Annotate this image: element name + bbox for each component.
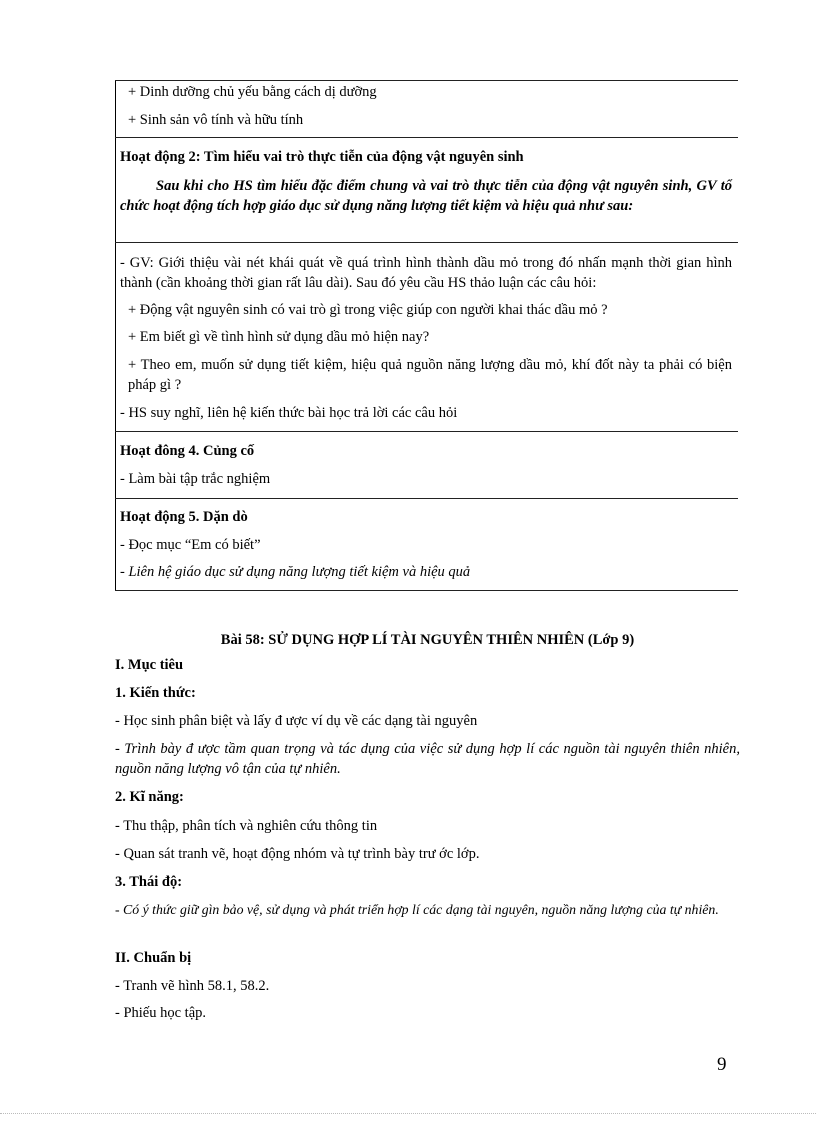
subsection-heading: 1. Kiến thức: — [115, 685, 196, 701]
page-edge-divider — [0, 1113, 816, 1114]
table-border — [115, 498, 738, 499]
question: + Em biết gì về tình hình sử dụng dầu mỏ hiện nay? — [128, 329, 430, 345]
list-item: - Phiếu học tập. — [115, 1005, 207, 1021]
list-item: - Tranh vẽ hình 58.1, 58.2. — [115, 978, 270, 994]
list-item: + Sinh sản vô tính và hữu tính — [128, 112, 304, 128]
table-border — [115, 431, 738, 432]
activity-intro: Sau khi cho HS tìm hiểu đặc điểm chung và vai trò thực tiễn của động vật nguyên sinh, GV tổ chức hoạt động tích hợp giáo dục sử dụng năng lượng tiết kiệm và hiệu quả như sau: — [120, 178, 732, 214]
question: + Theo em, muốn sử dụng tiết kiệm, hiệu quả nguồn năng lượng dầu mỏ, khí đốt này ta phải có biện pháp gì ? — [128, 357, 732, 393]
section-heading: I. Mục tiêu — [115, 657, 184, 673]
list-item: - Đọc mục “Em có biết” — [120, 537, 261, 553]
list-item: - Quan sát tranh vẽ, hoạt động nhóm và tự trình bày trư ớc lớp. — [115, 846, 480, 862]
list-item: - Học sinh phân biệt và lấy đ ược ví dụ về các dạng tài nguyên — [115, 713, 478, 729]
subsection-heading: 2. Kĩ năng: — [115, 789, 184, 805]
list-item: - Liên hệ giáo dục sử dụng năng lượng tiết kiệm và hiệu quả — [120, 564, 471, 580]
student-task: - HS suy nghĩ, liên hệ kiến thức bài học trả lời các câu hỏi — [120, 405, 458, 421]
table-border — [115, 137, 738, 138]
activity-heading: Hoạt động 5. Dặn dò — [120, 509, 248, 525]
table-border — [115, 242, 738, 243]
question: + Động vật nguyên sinh có vai trò gì trong việc giúp con người khai thác dầu mỏ ? — [128, 302, 608, 318]
list-item: - Có ý thức giữ gìn bảo vệ, sử dụng và phát triển hợp lí các dạng tài nguyên, nguồn năng lượng của tự nhiên. — [115, 902, 719, 917]
page-number: 9 — [717, 1054, 727, 1075]
section-heading: II. Chuẩn bị — [115, 950, 192, 966]
table-border — [115, 80, 738, 81]
activity-heading: Hoạt đông 4. Củng cố — [120, 443, 255, 459]
list-item: + Dinh dưỡng chủ yếu bằng cách dị dưỡng — [128, 84, 377, 100]
list-item: - Làm bài tập trắc nghiệm — [120, 471, 271, 487]
teacher-instruction: - GV: Giới thiệu vài nét khái quát về quá trình hình thành dầu mỏ trong đó nhấn mạnh thời gian hình thành (cần khoảng thời gian rất lâu dài). Sau đó yêu cầu HS thảo luận các câu hỏi: — [120, 255, 732, 291]
lesson-title: Bài 58: SỬ DỤNG HỢP LÍ TÀI NGUYÊN THIÊN NHIÊN (Lớp 9) — [220, 632, 635, 648]
list-item: - Thu thập, phân tích và nghiên cứu thông tin — [115, 818, 378, 834]
activity-heading: Hoạt động 2: Tìm hiểu vai trò thực tiễn của động vật nguyên sinh — [120, 149, 524, 165]
subsection-heading: 3. Thái độ: — [115, 874, 183, 890]
list-item: - Trình bày đ ược tầm quan trọng và tác dụng của việc sử dụng hợp lí các nguồn tài nguyên thiên nhiên, nguồn năng lượng vô tận của tự nhiên. — [115, 741, 740, 777]
table-border — [115, 590, 738, 591]
